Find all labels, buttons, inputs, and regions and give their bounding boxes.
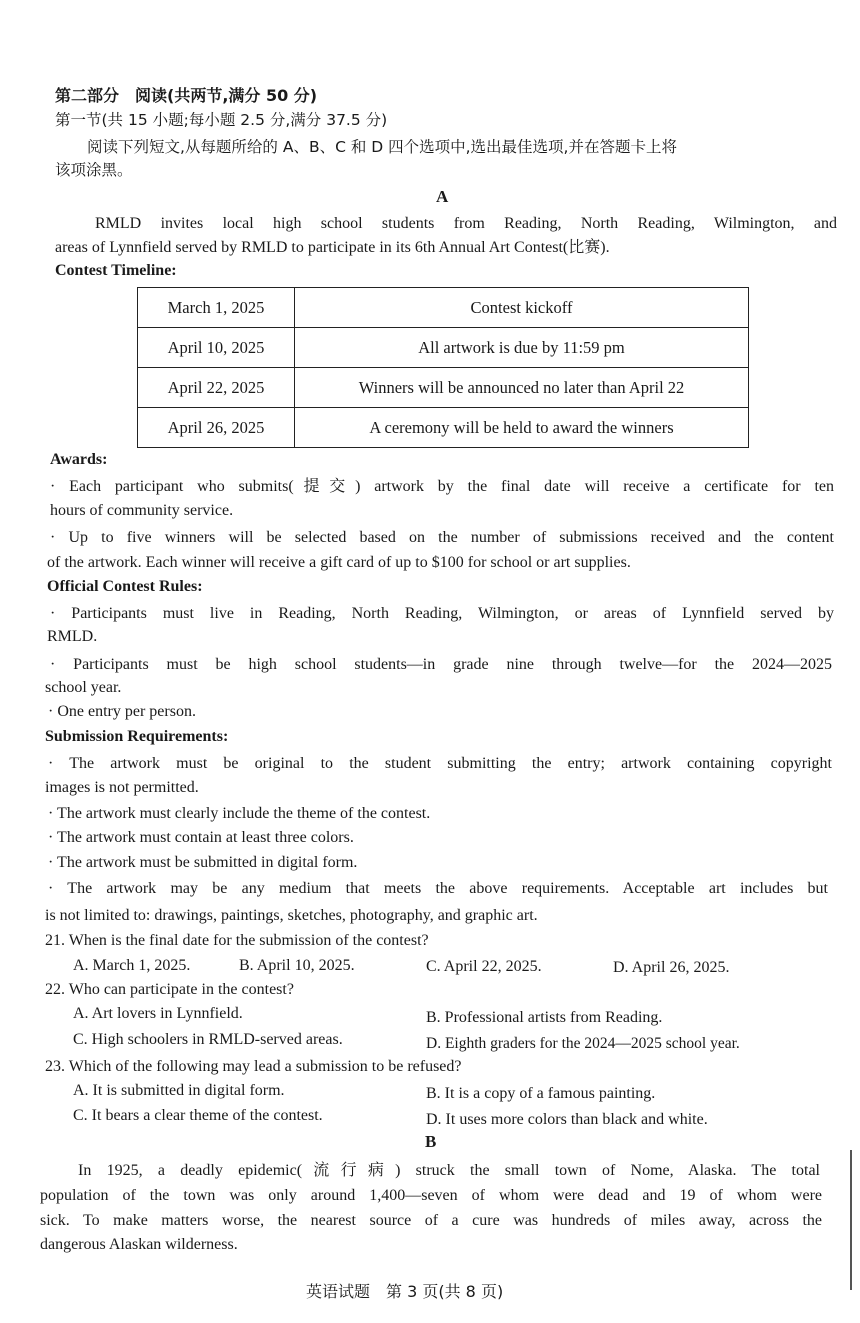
- rules-item-2-line-2: school year.: [45, 679, 122, 696]
- question-23-option-b: B. It is a copy of a famous painting.: [426, 1085, 656, 1102]
- part-title: 第二部分 阅读(共两节,满分 50 分): [55, 86, 318, 105]
- rules-item-1-line-2: RMLD.: [47, 628, 98, 645]
- question-22-option-d: D. Eighth graders for the 2024—2025 school year.: [426, 1035, 740, 1052]
- timeline-date: March 1, 2025: [138, 288, 295, 328]
- table-row: [138, 408, 749, 448]
- question-23-option-a: A. It is submitted in digital form.: [73, 1082, 285, 1099]
- question-22-stem: 22. Who can participate in the contest?: [45, 981, 294, 998]
- question-22-option-a: A. Art lovers in Lynnfield.: [73, 1005, 243, 1022]
- passage-b-line-4: dangerous Alaskan wilderness.: [40, 1236, 238, 1253]
- submission-item-4: · The artwork must be submitted in digital form.: [48, 854, 358, 871]
- contest-timeline-table: [137, 287, 749, 448]
- question-21-stem: 21. When is the final date for the submission of the contest?: [45, 932, 429, 949]
- awards-item-1-line-2: hours of community service.: [50, 502, 234, 519]
- page-edge-line: [850, 1150, 852, 1290]
- timeline-heading: Contest Timeline:: [55, 262, 177, 279]
- question-23-option-c: C. It bears a clear theme of the contest.: [73, 1107, 323, 1124]
- timeline-date: April 10, 2025: [138, 328, 295, 368]
- rules-item-2-line-1: · Participants must be high school students—in grade nine through twelve—for the 2024—2025: [50, 656, 832, 673]
- question-22-option-b: B. Professional artists from Reading.: [426, 1009, 663, 1026]
- timeline-date: April 22, 2025: [138, 368, 295, 408]
- awards-item-2-line-1: · Up to five winners will be selected based on the number of submissions received and the content: [50, 529, 834, 546]
- section-title: 第一节(共 15 小题;每小题 2.5 分,满分 37.5 分): [55, 111, 388, 129]
- passage-a-intro-line-2: areas of Lynnfield served by RMLD to participate in its 6th Annual Art Contest(比赛).: [55, 239, 610, 256]
- question-23-option-d: D. It uses more colors than black and white.: [426, 1111, 708, 1128]
- question-21-option-b: B. April 10, 2025.: [239, 957, 355, 974]
- timeline-event: Contest kickoff: [295, 288, 749, 328]
- awards-heading: Awards:: [50, 451, 108, 468]
- question-21-option-c: C. April 22, 2025.: [426, 958, 542, 975]
- submission-item-3: · The artwork must contain at least three colors.: [48, 829, 354, 846]
- passage-b-line-3: sick. To make matters worse, the nearest source of a cure was hundreds of miles away, across the: [40, 1212, 822, 1229]
- table-row: [138, 288, 749, 328]
- question-22-option-c: C. High schoolers in RMLD-served areas.: [73, 1031, 343, 1048]
- timeline-event: All artwork is due by 11:59 pm: [295, 328, 749, 368]
- submission-heading: Submission Requirements:: [45, 728, 229, 745]
- awards-item-2-line-2: of the artwork. Each winner will receive a gift card of up to $100 for school or art supplies.: [47, 554, 631, 571]
- instruction-line-2: 该项涂黑。: [55, 161, 133, 179]
- timeline-event: A ceremony will be held to award the winners: [295, 408, 749, 448]
- passage-b-line-2: population of the town was only around 1,400—seven of whom were dead and 19 of whom were: [40, 1187, 822, 1204]
- instruction-line-1: 阅读下列短文,从每题所给的 A、B、C 和 D 四个选项中,选出最佳选项,并在答题卡上将: [87, 138, 677, 156]
- question-21-option-a: A. March 1, 2025.: [73, 957, 191, 974]
- submission-item-5-line-2: is not limited to: drawings, paintings, sketches, photography, and graphic art.: [45, 907, 538, 924]
- rules-item-1-line-1: · Participants must live in Reading, North Reading, Wilmington, or areas of Lynnfield served by: [50, 605, 834, 622]
- rules-heading: Official Contest Rules:: [47, 578, 203, 595]
- timeline-event: Winners will be announced no later than April 22: [295, 368, 749, 408]
- submission-item-1-line-1: · The artwork must be original to the student submitting the entry; artwork containing copyright: [48, 755, 832, 772]
- passage-a-intro-line-1: RMLD invites local high school students from Reading, North Reading, Wilmington, and: [95, 215, 837, 232]
- submission-item-2: · The artwork must clearly include the theme of the contest.: [48, 805, 431, 822]
- awards-item-1-line-1: · Each participant who submits(提交) artwork by the final date will receive a certificate for ten: [50, 478, 834, 495]
- table-row: [138, 368, 749, 408]
- submission-item-1-line-2: images is not permitted.: [45, 779, 199, 796]
- page-footer: 英语试题 第 3 页(共 8 页): [306, 1282, 504, 1301]
- passage-a-letter: A: [436, 187, 449, 206]
- question-21-option-d: D. April 26, 2025.: [613, 959, 730, 976]
- timeline-date: April 26, 2025: [138, 408, 295, 448]
- passage-b-line-1: In 1925, a deadly epidemic(流行病) struck the small town of Nome, Alaska. The total: [78, 1162, 820, 1179]
- submission-item-5-line-1: · The artwork may be any medium that meets the above requirements. Acceptable art includes but: [48, 880, 828, 897]
- question-23-stem: 23. Which of the following may lead a submission to be refused?: [45, 1058, 462, 1075]
- table-row: [138, 328, 749, 368]
- rules-item-3: · One entry per person.: [48, 703, 196, 720]
- passage-b-letter: B: [425, 1132, 437, 1151]
